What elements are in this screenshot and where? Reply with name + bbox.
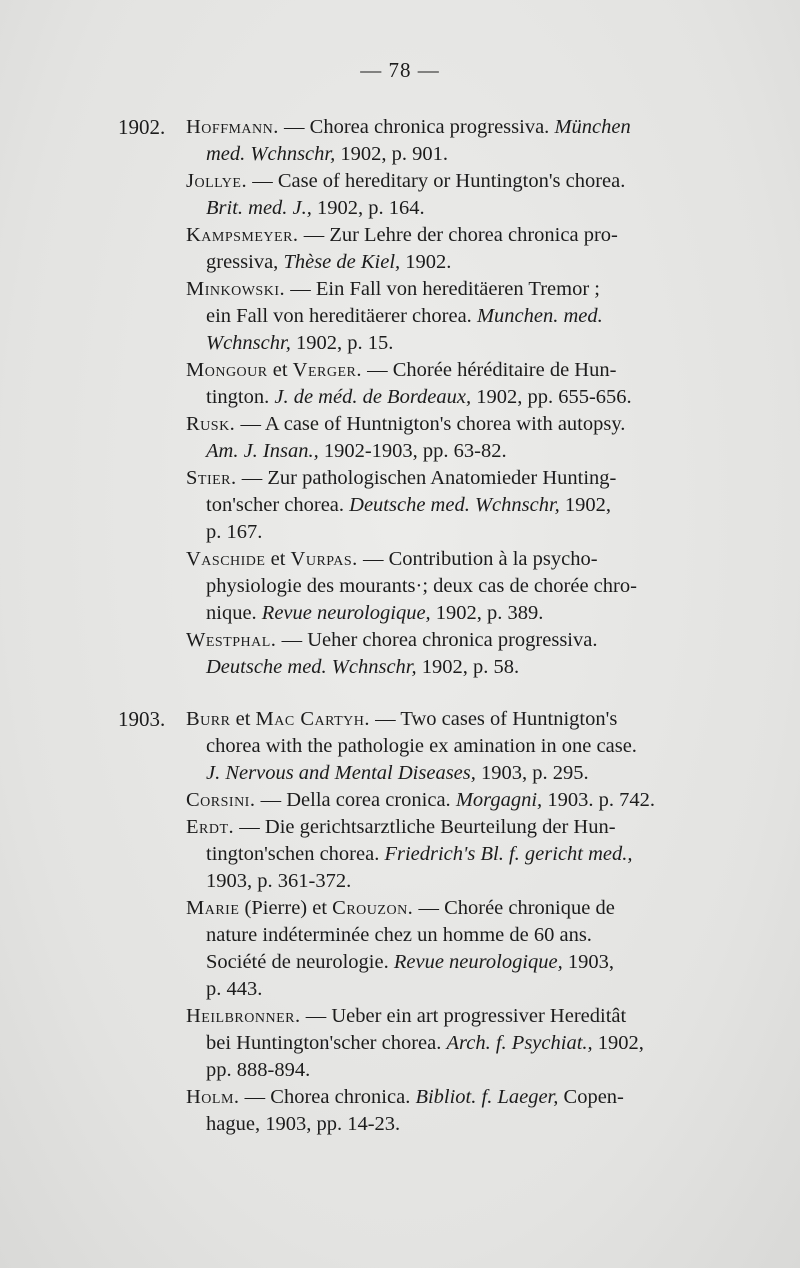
author-name: Erdt. bbox=[186, 816, 235, 838]
entry-line bbox=[186, 1003, 730, 1030]
entry-line bbox=[186, 787, 730, 814]
author-name: Heilbronner. bbox=[186, 1005, 301, 1027]
citation-text: 1903, bbox=[562, 951, 614, 973]
entry-line bbox=[186, 976, 730, 1003]
citation-text: 1902, p. 164. bbox=[311, 197, 425, 219]
entry-line bbox=[186, 303, 730, 330]
journal-title: Revue neurologique, bbox=[261, 602, 431, 624]
bibliography-entry bbox=[186, 895, 730, 1003]
journal-title: Bibliot. f. Laeger, bbox=[415, 1086, 559, 1108]
bibliography-entry bbox=[186, 1084, 730, 1138]
citation-text: chorea with the pathologie ex amination in one case. bbox=[206, 735, 637, 757]
journal-title: Friedrich's Bl. f. gericht med., bbox=[384, 843, 633, 865]
citation-text: 1902, p. 15. bbox=[290, 332, 394, 354]
journal-title: Munchen. med. bbox=[476, 305, 603, 327]
author-name: Holm. bbox=[186, 1086, 240, 1108]
entry-line bbox=[186, 1057, 730, 1084]
journal-title: Deutsche med. Wchnschr, bbox=[206, 656, 417, 678]
journal-title: Deutsche med. Wchnschr, bbox=[349, 494, 560, 516]
citation-text: — Die gerichtsarztliche Beurteilung der Hun- bbox=[234, 816, 616, 838]
citation-text: p. 443. bbox=[206, 978, 263, 1000]
author-name: Mongour bbox=[186, 359, 268, 381]
entry-line bbox=[186, 814, 730, 841]
bibliography-entry bbox=[186, 168, 730, 222]
citation-text: nique. bbox=[206, 602, 262, 624]
connector-text: et bbox=[267, 359, 293, 381]
entry-line bbox=[186, 733, 730, 760]
entry-line bbox=[186, 600, 730, 627]
entry-line bbox=[186, 249, 730, 276]
citation-text: — Della corea cronica. bbox=[255, 789, 456, 811]
journal-title: J. Nervous and Mental Diseases, bbox=[206, 762, 476, 784]
citation-text: — Chorea chronica. bbox=[239, 1086, 416, 1108]
author-name: Verger. bbox=[292, 359, 362, 381]
journal-title: med. Wchnschr, bbox=[206, 143, 336, 165]
bibliography-entry bbox=[186, 114, 730, 168]
bibliography-entry bbox=[186, 546, 730, 627]
citation-text: — Ueher chorea chronica progressiva. bbox=[276, 629, 598, 651]
journal-title: Brit. med. J., bbox=[206, 197, 312, 219]
bibliography-entry bbox=[186, 411, 730, 465]
citation-text: 1903. p. 742. bbox=[542, 789, 655, 811]
citation-text: 1902, p. 901. bbox=[335, 143, 448, 165]
citation-text: 1903, p. 295. bbox=[475, 762, 589, 784]
journal-title: Am. J. Insan., bbox=[206, 440, 319, 462]
journal-title: Thèse de Kiel, bbox=[283, 251, 401, 273]
citation-text: ton'scher chorea. bbox=[206, 494, 350, 516]
author-name: Burr bbox=[186, 708, 231, 730]
citation-text: — Zur Lehre der chorea chronica pro- bbox=[298, 224, 618, 246]
citation-text: — Ein Fall von hereditäeren Tremor ; bbox=[285, 278, 600, 300]
journal-title: Morgagni, bbox=[455, 789, 543, 811]
citation-text: — Case of hereditary or Huntington's chorea. bbox=[247, 170, 626, 192]
entry-line bbox=[186, 438, 730, 465]
journal-title: München bbox=[554, 116, 631, 138]
entry-line bbox=[186, 627, 730, 654]
entry-line bbox=[186, 330, 730, 357]
citation-text: — Chorée chronique de bbox=[413, 897, 615, 919]
citation-text: — Zur pathologischen Anatomieder Hunting- bbox=[236, 467, 617, 489]
citation-text: nature indéterminée chez un homme de 60 ans. bbox=[206, 924, 592, 946]
entry-line bbox=[186, 706, 730, 733]
citation-text: 1902, p. 58. bbox=[416, 656, 520, 678]
entry-line bbox=[186, 922, 730, 949]
author-name: Stier. bbox=[186, 467, 237, 489]
citation-text: 1902, bbox=[592, 1032, 644, 1054]
citation-text: gressiva, bbox=[206, 251, 284, 273]
citation-text: — A case of Huntnigton's chorea with autopsy. bbox=[235, 413, 626, 435]
connector-text: (Pierre) et bbox=[239, 897, 333, 919]
citation-text: 1902, pp. 655-656. bbox=[471, 386, 632, 408]
connector-text: et bbox=[265, 548, 291, 570]
author-name: Mac Cartyh. bbox=[255, 708, 370, 730]
author-name: Jollye. bbox=[186, 170, 248, 192]
year-label: 1903. bbox=[118, 707, 166, 731]
entry-line bbox=[186, 114, 730, 141]
bibliography-entry bbox=[186, 1003, 730, 1084]
author-name: Vaschide bbox=[186, 548, 266, 570]
citation-text: Copen- bbox=[558, 1086, 624, 1108]
entry-line bbox=[186, 1030, 730, 1057]
entry-line bbox=[186, 141, 730, 168]
page-number: — 78 — bbox=[360, 58, 440, 82]
entry-line bbox=[186, 222, 730, 249]
bibliography-entry bbox=[186, 222, 730, 276]
year-group-1902 bbox=[0, 114, 800, 681]
bibliography-entry bbox=[186, 787, 730, 814]
entry-line bbox=[186, 411, 730, 438]
journal-title: J. de méd. de Bordeaux, bbox=[274, 386, 472, 408]
author-name: Vurpas. bbox=[290, 548, 358, 570]
citation-text: — Chorée héréditaire de Hun- bbox=[362, 359, 617, 381]
entry-line bbox=[186, 492, 730, 519]
bibliography-entry bbox=[186, 814, 730, 895]
citation-text: Société de neurologie. bbox=[206, 951, 394, 973]
citation-text: 1902-1903, pp. 63-82. bbox=[318, 440, 507, 462]
citation-text: 1902, p. 389. bbox=[430, 602, 544, 624]
citation-text: ein Fall von hereditäerer chorea. bbox=[206, 305, 477, 327]
entry-line bbox=[186, 573, 730, 600]
bibliography-entry bbox=[186, 465, 730, 546]
entry-line bbox=[186, 519, 730, 546]
citation-text: tington'schen chorea. bbox=[206, 843, 385, 865]
entry-line bbox=[186, 195, 730, 222]
citation-text: physiologie des mourants·; deux cas de chorée chro- bbox=[206, 575, 637, 597]
entry-line bbox=[186, 895, 730, 922]
entry-line bbox=[186, 357, 730, 384]
citation-text: bei Huntington'scher chorea. bbox=[206, 1032, 447, 1054]
author-name: Rusk. bbox=[186, 413, 236, 435]
entry-line bbox=[186, 841, 730, 868]
entry-line bbox=[186, 760, 730, 787]
entry-line bbox=[186, 868, 730, 895]
author-name: Minkowski. bbox=[186, 278, 286, 300]
author-name: Westphal. bbox=[186, 629, 277, 651]
entry-line bbox=[186, 546, 730, 573]
author-name: Hoffmann. bbox=[186, 116, 279, 138]
entry-line bbox=[186, 1111, 730, 1138]
connector-text: et bbox=[230, 708, 256, 730]
bibliography-entry bbox=[186, 627, 730, 681]
entry-line bbox=[186, 465, 730, 492]
entry-line bbox=[186, 384, 730, 411]
bibliography-entry bbox=[186, 276, 730, 357]
citation-text: pp. 888-894. bbox=[206, 1059, 311, 1081]
entry-line bbox=[186, 654, 730, 681]
citation-text: 1902, bbox=[559, 494, 612, 516]
entry-list bbox=[0, 706, 800, 1138]
citation-text: 1903, p. 361-372. bbox=[206, 870, 352, 892]
citation-text: p. 167. bbox=[206, 521, 263, 543]
citation-text: hague, 1903, pp. 14-23. bbox=[206, 1113, 401, 1135]
entry-line bbox=[186, 168, 730, 195]
author-name: Corsini. bbox=[186, 789, 256, 811]
citation-text: — Ueber ein art progressiver Hereditât bbox=[300, 1005, 627, 1027]
citation-text: — Contribution à la psycho- bbox=[357, 548, 598, 570]
journal-title: Wchnschr, bbox=[206, 332, 291, 354]
entry-list bbox=[0, 114, 800, 681]
author-name: Crouzon. bbox=[332, 897, 414, 919]
year-label: 1902. bbox=[118, 115, 166, 139]
author-name: Marie bbox=[186, 897, 240, 919]
bibliography-entry bbox=[186, 357, 730, 411]
entry-line bbox=[186, 276, 730, 303]
citation-text: — Chorea chronica progressiva. bbox=[278, 116, 555, 138]
citation-text: — Two cases of Huntnigton's bbox=[370, 708, 618, 730]
journal-title: Revue neurologique, bbox=[393, 951, 563, 973]
author-name: Kampsmeyer. bbox=[186, 224, 299, 246]
entry-line bbox=[186, 1084, 730, 1111]
bibliography-entry bbox=[186, 706, 730, 787]
citation-text: tington. bbox=[206, 386, 275, 408]
citation-text: 1902. bbox=[400, 251, 452, 273]
entry-line bbox=[186, 949, 730, 976]
year-group-1903 bbox=[0, 706, 800, 1138]
journal-title: Arch. f. Psychiat., bbox=[446, 1032, 593, 1054]
